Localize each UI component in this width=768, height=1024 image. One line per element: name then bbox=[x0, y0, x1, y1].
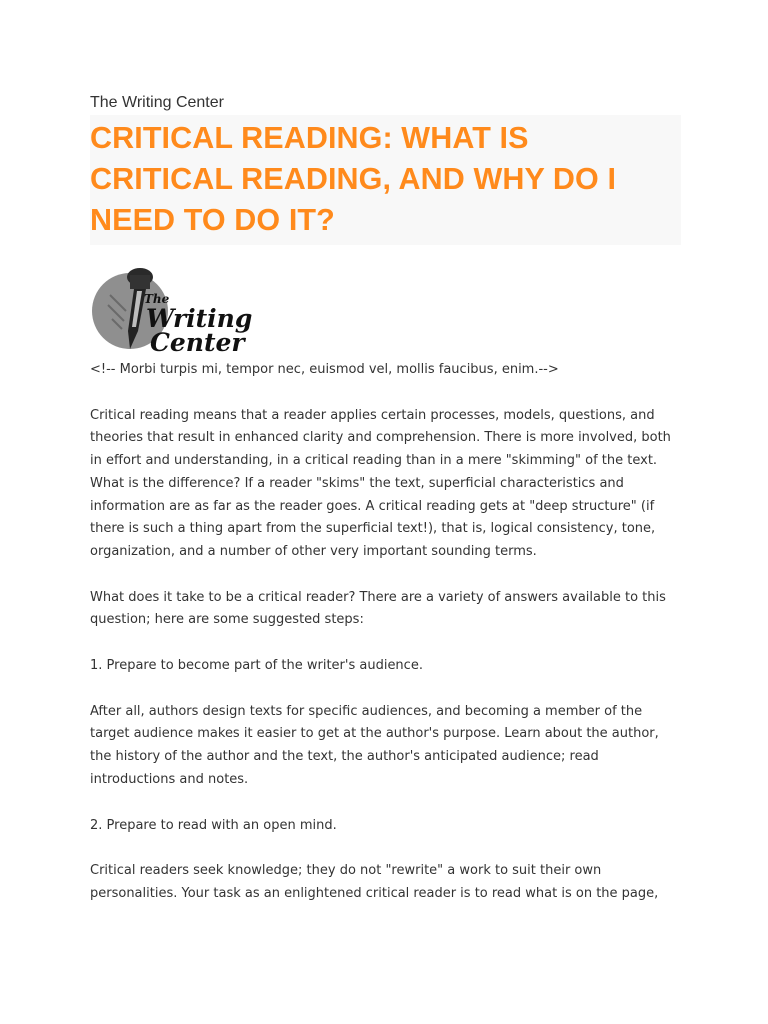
site-name: The Writing Center bbox=[90, 94, 224, 111]
paragraph-4: Critical readers seek knowledge; they do not "rewrite" a work to suit their own personalities. Your task as an enlightened critical reader is to read what is on the page, bbox=[90, 863, 659, 901]
paragraph-3: After all, authors design texts for specific audiences, and becoming a member of the target audience makes it easier to get at the author's purpose. Learn about the author, the history of the author and the text, the author's anticipated audience; read introductions and notes. bbox=[90, 703, 659, 787]
svg-text:Writing: Writing bbox=[146, 304, 253, 333]
paragraph-2: What does it take to be a critical reader? There are a variety of answers available to this question; here are some suggested steps: bbox=[90, 589, 666, 628]
step-2-heading: 2. Prepare to read with an open mind. bbox=[90, 817, 337, 833]
svg-text:The: The bbox=[144, 292, 170, 306]
svg-text:Center: Center bbox=[150, 328, 245, 357]
step-1-heading: 1. Prepare to become part of the writer's audience. bbox=[90, 658, 423, 674]
html-comment-text: <!-- Morbi turpis mi, tempor nec, euismod vel, mollis faucibus, enim.--> bbox=[90, 362, 559, 377]
writing-center-logo bbox=[90, 265, 253, 357]
document-page bbox=[90, 93, 680, 906]
page-title: CRITICAL READING: WHAT IS CRITICAL READING, AND WHY DO I NEED TO DO IT? bbox=[90, 121, 617, 237]
paragraph-1: Critical reading means that a reader applies certain processes, models, questions, and theories that result in enhanced clarity and comprehension. There is more involved, both in effort and understanding, in a critical reading than in a mere "skimming" of the text. What is the difference? If a reader "skims" the text, superficial characteristics and information are as far as the reader goes. A critical reading gets at "deep structure" (if there is such a thing apart from the superficial text!), that is, logical consistency, tone, organization, and a number of other very important sounding terms. bbox=[90, 407, 671, 559]
title-box bbox=[90, 115, 681, 245]
